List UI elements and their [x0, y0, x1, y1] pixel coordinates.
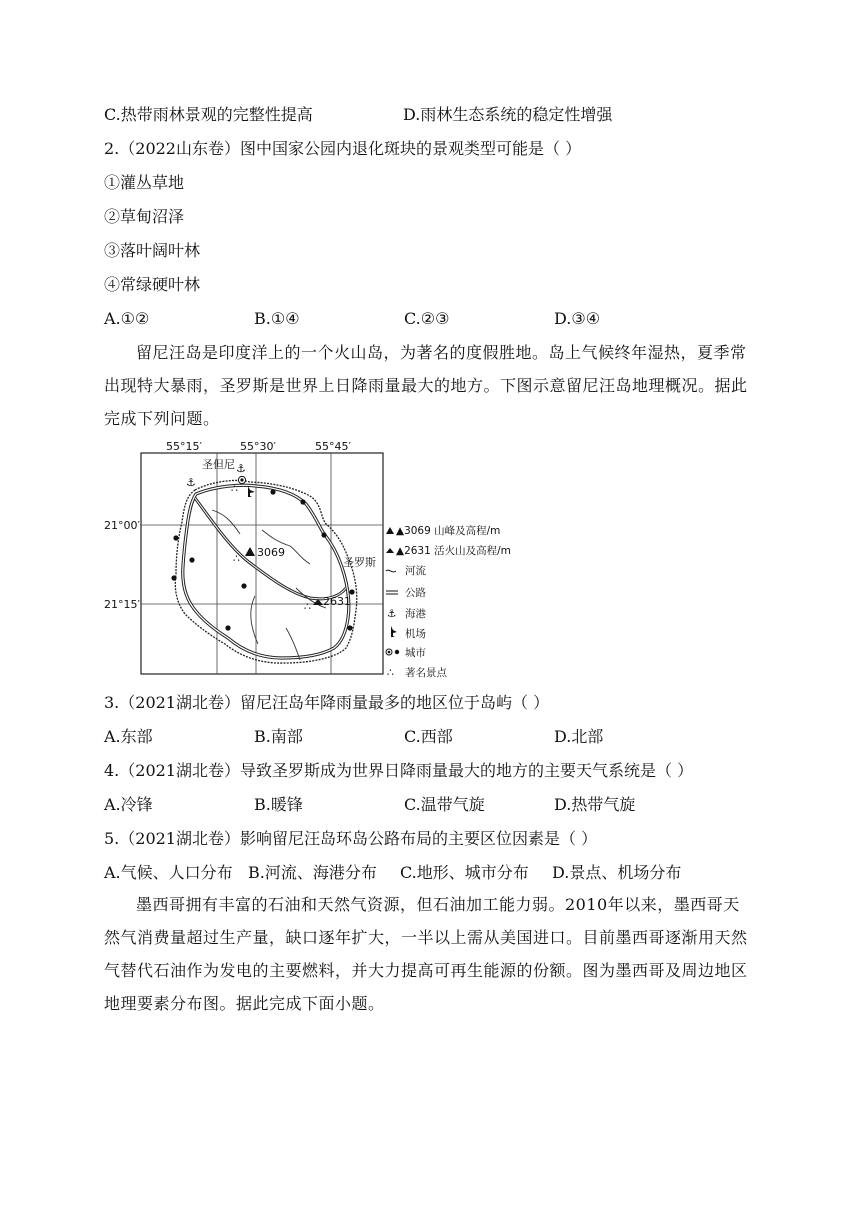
legend-label: 公路 [405, 587, 426, 599]
q2-item-1: ①灌丛草地 [104, 173, 185, 192]
q1-option-d: D.雨林生态系统的稳定性增强 [403, 105, 613, 124]
q4-option-d: D.热带气旋 [554, 795, 636, 814]
legend-label: 海港 [405, 608, 426, 620]
legend-label: 著名景点 [405, 667, 447, 678]
airport-icon [248, 486, 255, 497]
legend-label: ▲2631 活火山及高程/m [396, 545, 511, 557]
legend-river-icon [386, 570, 396, 572]
q3-option-c: C.西部 [404, 727, 453, 746]
legend-port-icon: ⚓ [387, 608, 397, 620]
lon-label: 55°30′ [240, 440, 276, 453]
q5-option-b: B.河流、海港分布 [248, 863, 377, 882]
legend-volcano-icon [386, 548, 394, 553]
q3-stem: 3.（2021湖北卷）留尼汪岛年降雨量最多的地区位于岛屿（ ） [104, 693, 550, 712]
passage-reunion: 留尼汪岛是印度洋上的一个火山岛，为著名的度假胜地。岛上气候终年湿热，夏季常出现特大暴雨，圣罗斯是世界上日降雨量最大的地方。下图示意留尼汪岛地理概况。据此完成下列问题。 [104, 343, 748, 428]
peak-icon [245, 547, 255, 556]
q3-option-b: B.南部 [254, 727, 303, 746]
q2-item-2: ②草甸沼泽 [104, 207, 185, 226]
q2-item-3: ③落叶阔叶林 [104, 241, 201, 260]
q2-option-b: B.①④ [254, 309, 300, 328]
passage-mexico: 墨西哥拥有丰富的石油和天然气资源，但石油加工能力弱。2010年以来，墨西哥天然气消费量超过生产量，缺口逐年扩大，一半以上需从美国进口。目前墨西哥逐渐用天然气替代石油作为发电的主要燃料，并大力提高可再生能源的份额。图为墨西哥及周边地区地理要素分布图。据此完成下面小题。 [104, 895, 748, 1013]
volcano-label: 2631 [323, 595, 351, 608]
city-dot [300, 499, 305, 504]
q2-option-d: D.③④ [554, 309, 601, 328]
city-dot [349, 589, 354, 594]
river [251, 596, 258, 644]
port-icon: ⚓ [236, 462, 246, 475]
q3-option-d: D.北部 [554, 727, 604, 746]
q1-option-c: C.热带雨林景观的完整性提高 [104, 105, 313, 124]
city-dot [321, 532, 326, 537]
legend-label: 城市 [405, 647, 426, 659]
city-dot [270, 489, 275, 494]
legend-city-icon [395, 650, 399, 654]
reunion-map [100, 438, 530, 678]
q2-option-a: A.①② [104, 309, 150, 328]
q4-stem: 4.（2021湖北卷）导致圣罗斯成为世界日降雨量最大的地方的主要天气系统是（ ） [104, 761, 694, 780]
q3-option-a: A.东部 [104, 727, 153, 746]
q2-option-c: C.②③ [404, 309, 450, 328]
capital-city-dot [240, 478, 243, 481]
ring-road [183, 485, 349, 658]
legend-label: 机场 [405, 628, 426, 640]
city-dot [171, 575, 176, 580]
place-label-saint-rose: 圣罗斯 [343, 556, 376, 569]
city-dot [347, 625, 352, 630]
scenic-icon: ∴ [233, 552, 240, 565]
map-legend [386, 524, 511, 678]
legend-label: 河流 [405, 565, 426, 577]
lon-label: 55°15′ [166, 440, 202, 453]
legend-label: ▲3069 山峰及高程/m [396, 525, 501, 537]
q4-option-b: B.暖锋 [254, 795, 303, 814]
lat-label: 21°15′ [104, 598, 140, 611]
q2-item-4: ④常绿硬叶林 [104, 275, 201, 294]
river [212, 510, 240, 534]
city-dot [241, 583, 246, 588]
legend-airport-icon [391, 626, 397, 637]
legend-scenic-icon: ∴ [387, 666, 394, 678]
port-icon: ⚓ [186, 476, 196, 489]
q4-option-a: A.冷锋 [104, 795, 153, 814]
q4-option-c: C.温带气旋 [404, 795, 485, 814]
q5-stem: 5.（2021湖北卷）影响留尼汪岛环岛公路布局的主要区位因素是（ ） [104, 829, 598, 848]
city-dot [225, 625, 230, 630]
peak-label: 3069 [257, 546, 285, 559]
ring-road-inner [183, 485, 349, 658]
q5-option-c: C.地形、城市分布 [400, 863, 529, 882]
legend-peak-icon [386, 527, 394, 534]
lon-label: 55°45′ [315, 440, 351, 453]
place-label-saint-denis: 圣但尼 [202, 458, 235, 471]
scenic-icon: ∴ [231, 482, 238, 495]
scenic-icon: ∴ [304, 600, 311, 613]
q5-option-d: D.景点、机场分布 [552, 863, 682, 882]
q5-option-a: A.气候、人口分布 [104, 863, 233, 882]
city-dot [189, 557, 194, 562]
q2-stem: 2.（2022山东卷）图中国家公园内退化斑块的景观类型可能是（ ） [104, 139, 582, 158]
city-dot [173, 535, 178, 540]
river [286, 628, 300, 660]
lat-label: 21°00′ [104, 519, 140, 532]
